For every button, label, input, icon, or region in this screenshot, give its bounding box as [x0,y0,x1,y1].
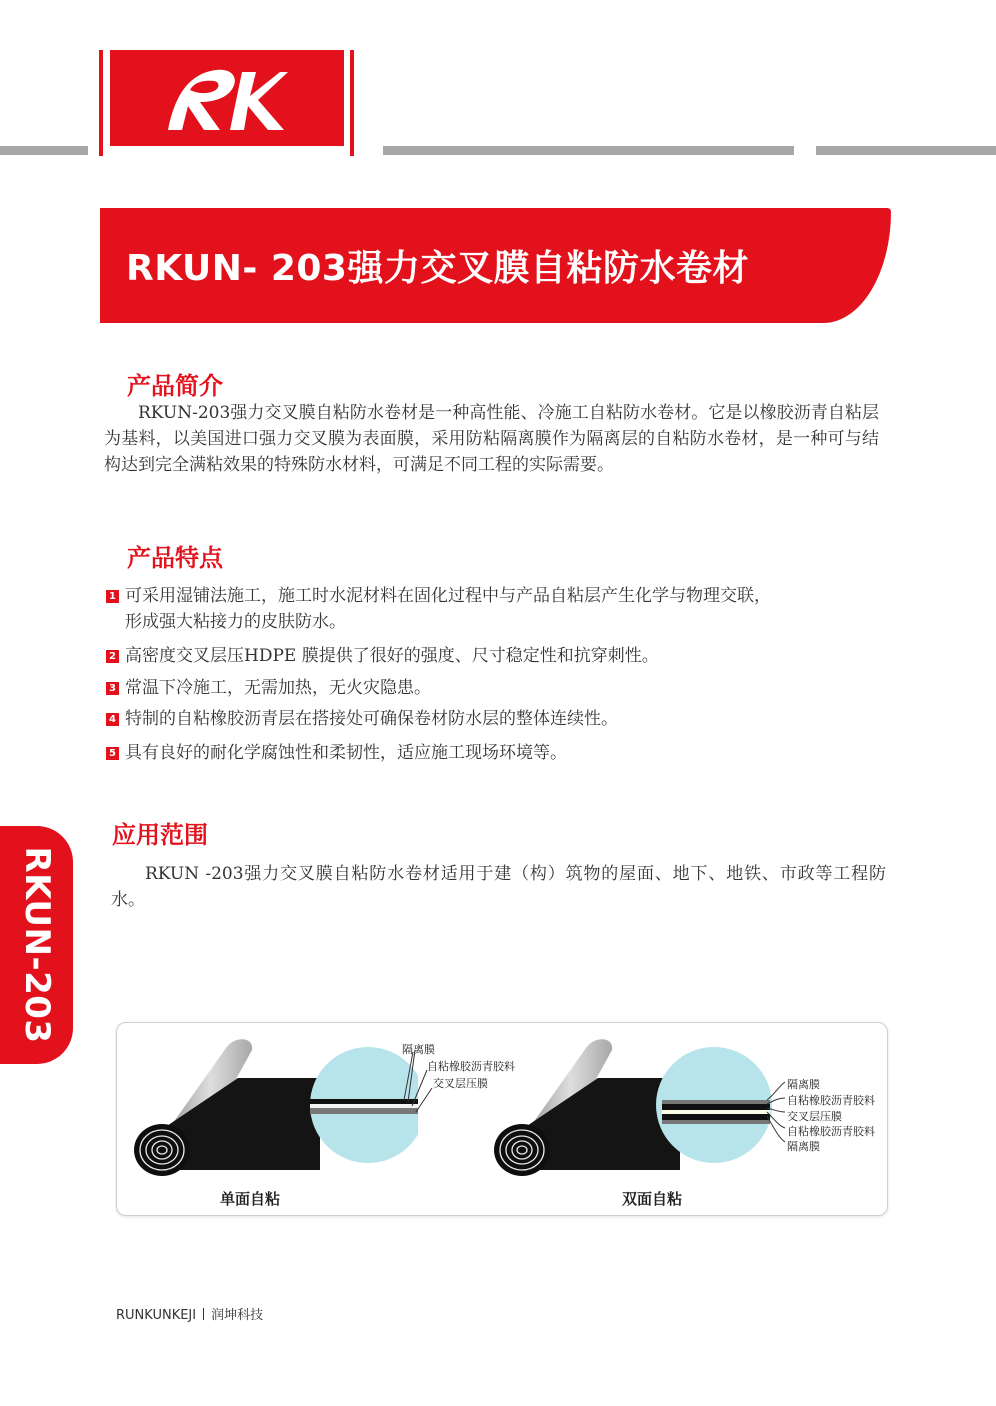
feature-number: 1 [106,590,119,603]
footer-brand: RUNKUNKEJI [116,1308,197,1323]
feature-text: 常温下冷施工，无需加热，无火灾隐患。 [125,678,431,698]
side-tab-text: RKUN-203 [17,846,57,1044]
feature-number: 2 [106,650,119,663]
double-callout-release-film-bottom: 隔离膜 [787,1140,820,1153]
footer-separator [203,1308,204,1320]
application-heading: 应用范围 [112,821,208,849]
header-bar-middle [383,146,794,155]
feature-number: 3 [106,682,119,695]
feature-text: 高密度交叉层压HDPE 膜提供了很好的强度、尺寸稳定性和抗穿刺性。 [125,646,659,666]
page-title: RKUN- 203强力交叉膜自粘防水卷材 [126,248,749,289]
single-callout-release-film: 隔离膜 [402,1043,435,1056]
header-bar-left [0,146,88,155]
double-callout-cross-film: 交叉层压膜 [787,1110,842,1123]
single-sided-roll-illustration [128,1030,418,1180]
feature-text-cont: 形成强大粘接力的皮肤防水。 [125,612,346,632]
feature-item [106,706,896,732]
feature-item [106,675,896,701]
features-heading: 产品特点 [127,544,223,572]
double-sided-label: 双面自粘 [622,1190,683,1208]
intro-text: RKUN-203强力交叉膜自粘防水卷材是一种高性能、冷施工自粘防水卷材。它是以橡胶沥青自粘层为基料，以美国进口强力交叉膜为表面膜，采用防粘隔离膜作为隔离层的自粘防水卷材，是一种可与结构达到完全满粘效果的特殊防水材料，可满足不同工程的实际需要。 [104,403,879,475]
intro-heading: 产品简介 [127,372,223,400]
feature-text: 可采用湿铺法施工，施工时水泥材料在固化过程中与产品自粘层产生化学与物理交联， [125,586,771,606]
single-callout-cross-film: 交叉层压膜 [433,1077,488,1090]
double-callout-adhesive-top: 自粘橡胶沥青胶料 [787,1094,875,1107]
logo-frame-right [350,50,354,156]
feature-text: 具有良好的耐化学腐蚀性和柔韧性，适应施工现场环境等。 [125,743,567,763]
single-callout-adhesive: 自粘橡胶沥青胶料 [427,1060,515,1073]
feature-item [106,583,896,635]
footer-company-name: 润坤科技 [211,1308,264,1323]
feature-item [106,740,896,766]
feature-text: 特制的自粘橡胶沥青层在搭接处可确保卷材防水层的整体连续性。 [125,709,618,729]
single-sided-label: 单面自粘 [220,1190,281,1208]
rk-logo [160,60,290,136]
feature-item [106,643,896,669]
double-callout-adhesive-bottom: 自粘橡胶沥青胶料 [787,1125,875,1138]
double-callout-release-film-top: 隔离膜 [787,1078,820,1091]
footer [116,1304,263,1323]
logo-frame-left [99,50,103,156]
double-sided-roll-illustration [488,1030,788,1180]
application-text: RKUN -203强力交叉膜自粘防水卷材适用于建（构）筑物的屋面、地下、地铁、市政等工程防水。 [111,864,886,910]
header-bar-right [816,146,996,155]
feature-number: 5 [106,747,119,760]
feature-number: 4 [106,713,119,726]
